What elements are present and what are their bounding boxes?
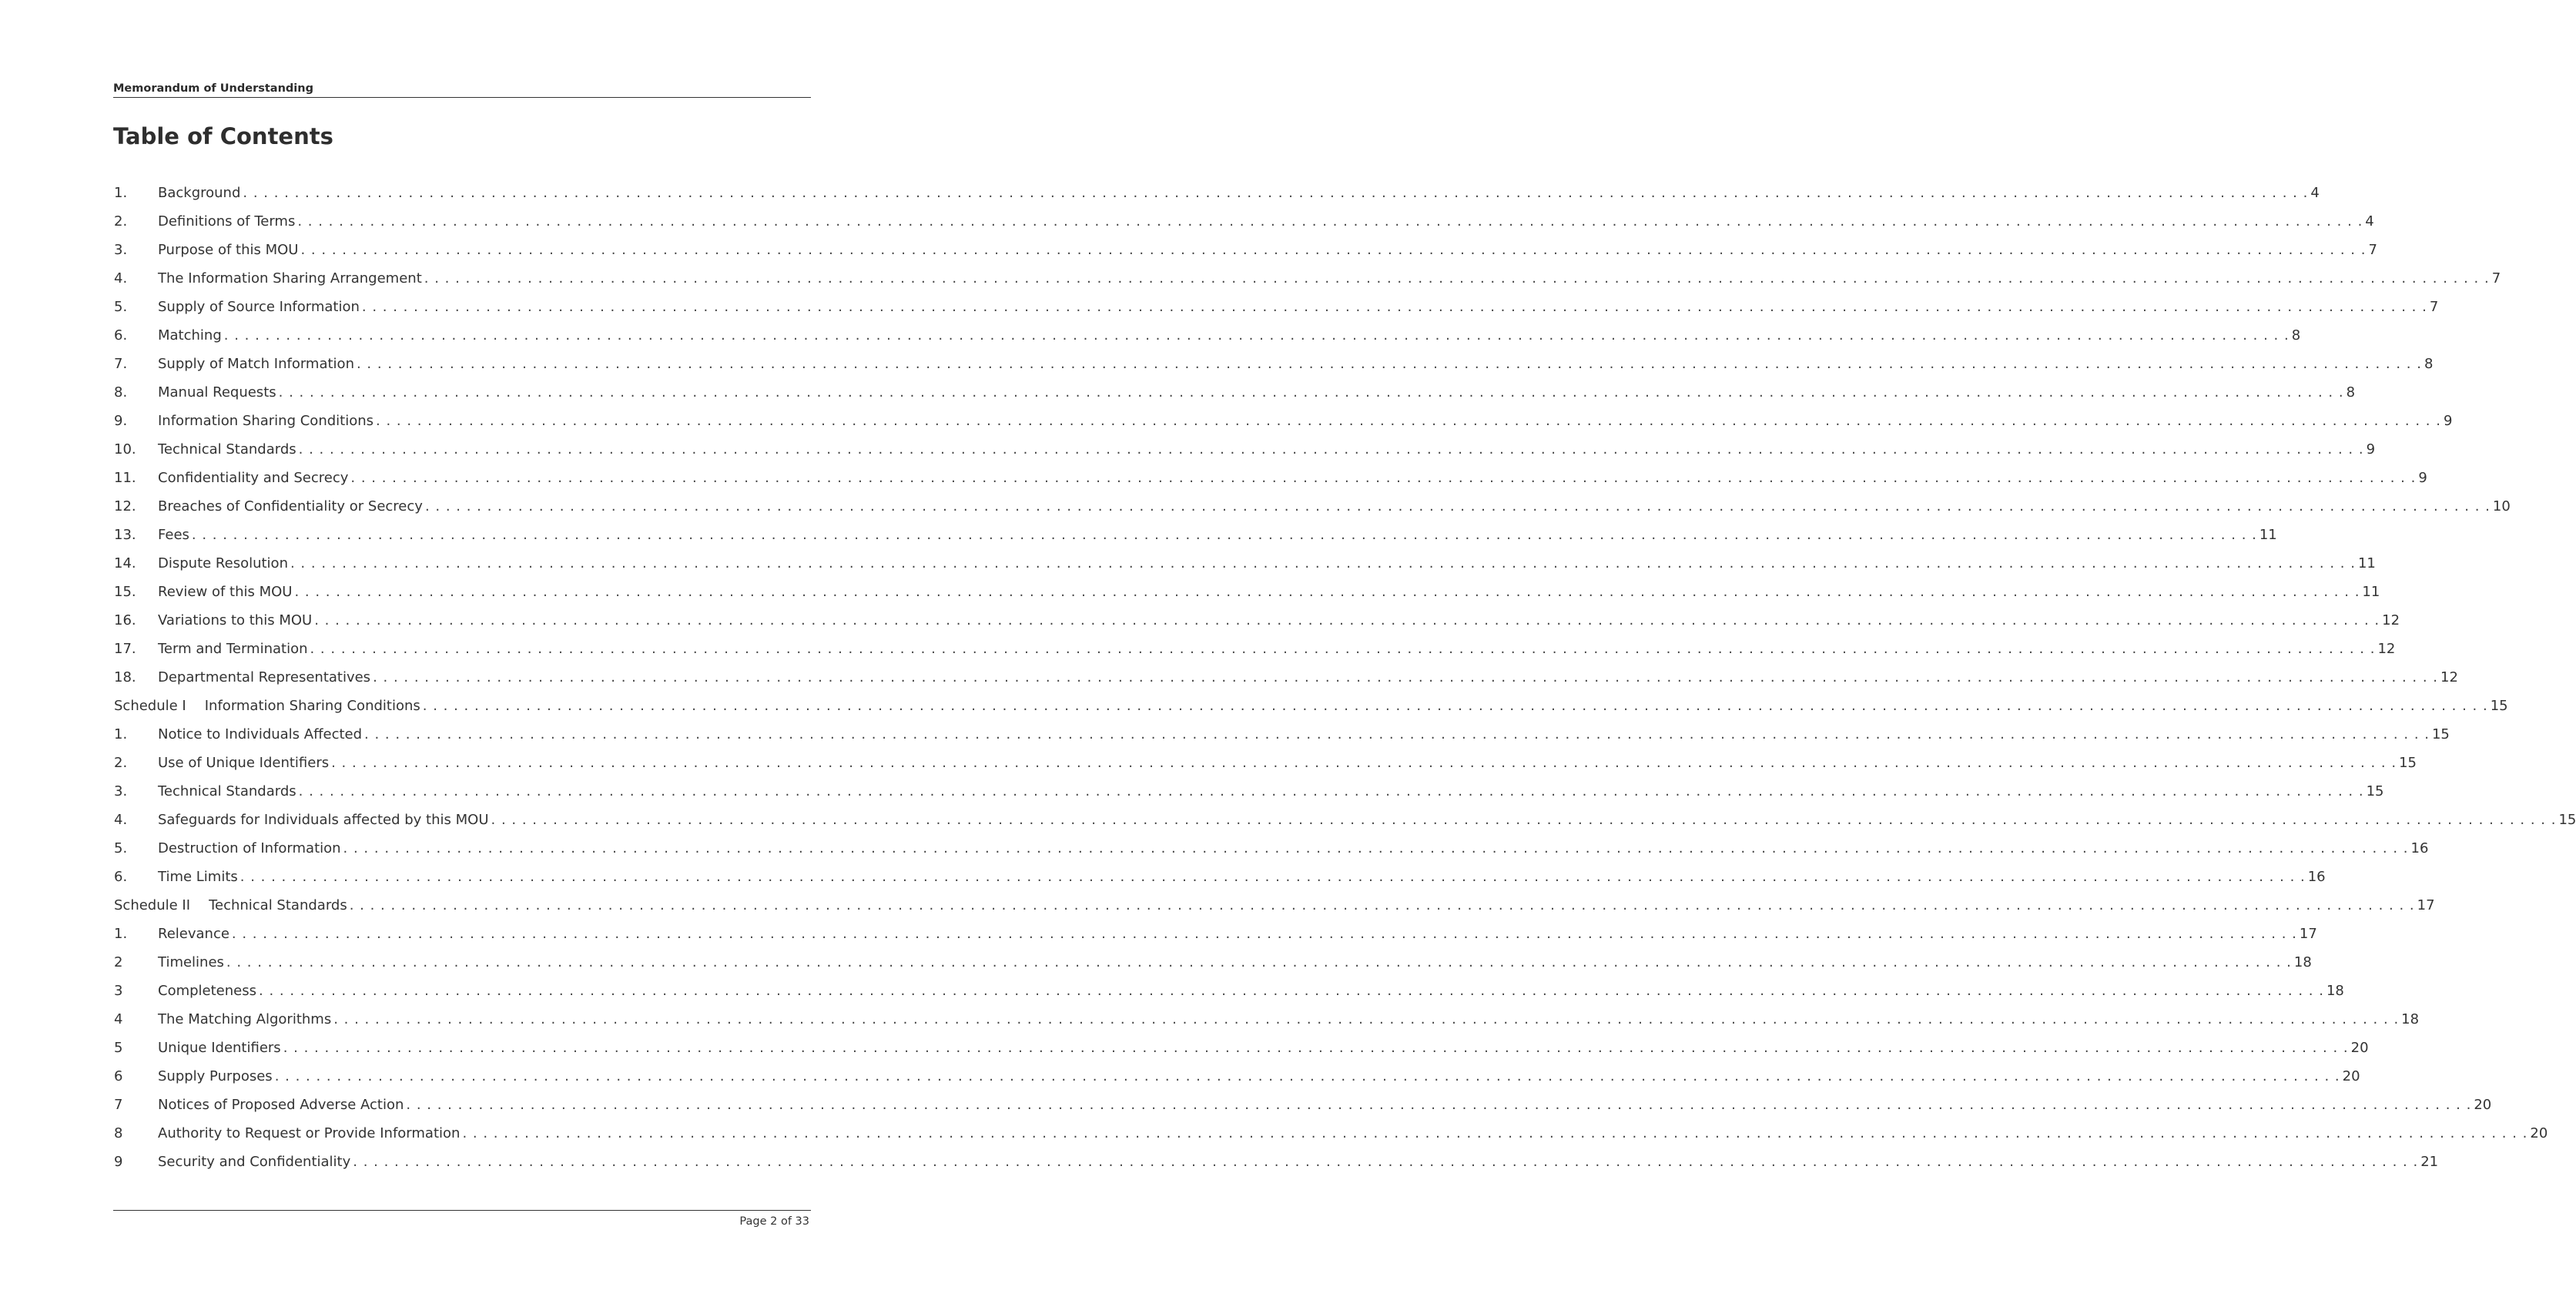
- toc-entry-page: 4: [2365, 213, 2374, 230]
- toc-entry[interactable]: [114, 983, 2344, 1011]
- toc-entry[interactable]: [114, 270, 2501, 299]
- document-header: [113, 80, 811, 98]
- toc-entry-title: Security and Confidentiality: [158, 1154, 351, 1170]
- toc-entry-title: Time Limits: [158, 869, 238, 885]
- toc-dot-leader: . . . . . . . . . . . . . . . . . . . . . . . . . . . . . . . . . . . . . . . . . . . . . . . . . . . . . . . . . . . . . . . . . . . . . . . . . . . . . . . . . . . . . . . . . . . . . . . . . . . . . . . . . . . . . . . . . . . . . . . . . . . . . . . . . . . . . . . . . . . . . . . . . . . . . . . . . . . . . . . . . . . . . . . . . . . . . . . . . . . . . . . . . . . . . . . . . . . . . . . .: [424, 270, 2490, 287]
- toc-dot-leader: . . . . . . . . . . . . . . . . . . . . . . . . . . . . . . . . . . . . . . . . . . . . . . . . . . . . . . . . . . . . . . . . . . . . . . . . . . . . . . . . . . . . . . . . . . . . . . . . . . . . . . . . . . . . . . . . . . . . . . . . . . . . . . . . . . . . . . . . . . . . . . . . . . . . . . . . . . . . . . . . . . . . . . . . . . . . . . . . . . . . . . . . . . . . . . . . . . . . . . . .: [226, 954, 2292, 970]
- toc-entry[interactable]: [114, 641, 2396, 669]
- toc-entry-page: 11: [2259, 527, 2277, 543]
- toc-dot-leader: . . . . . . . . . . . . . . . . . . . . . . . . . . . . . . . . . . . . . . . . . . . . . . . . . . . . . . . . . . . . . . . . . . . . . . . . . . . . . . . . . . . . . . . . . . . . . . . . . . . . . . . . . . . . . . . . . . . . . . . . . . . . . . . . . . . . . . . . . . . . . . . . . . . . . . . . . . . . . . . . . . . . . . . . . . . . . . . . . . . . . . . . . . . . . . . . . . . . . . . .: [298, 783, 2364, 799]
- toc-entry-number: 3: [114, 983, 123, 999]
- toc-entry[interactable]: [114, 441, 2376, 470]
- toc-entry-page: 15: [2490, 698, 2508, 714]
- toc-entry-page: 9: [2443, 413, 2453, 429]
- toc-dot-leader: . . . . . . . . . . . . . . . . . . . . . . . . . . . . . . . . . . . . . . . . . . . . . . . . . . . . . . . . . . . . . . . . . . . . . . . . . . . . . . . . . . . . . . . . . . . . . . . . . . . . . . . . . . . . . . . . . . . . . . . . . . . . . . . . . . . . . . . . . . . . . . . . . . . . . . . . . . . . . . . . . . . . . . . . . . . . . . . . . . . . . . . . . . . . . . . . . . . . . . . .: [283, 1040, 2349, 1056]
- toc-dot-leader: . . . . . . . . . . . . . . . . . . . . . . . . . . . . . . . . . . . . . . . . . . . . . . . . . . . . . . . . . . . . . . . . . . . . . . . . . . . . . . . . . . . . . . . . . . . . . . . . . . . . . . . . . . . . . . . . . . . . . . . . . . . . . . . . . . . . . . . . . . . . . . . . . . . . . . . . . . . . . . . . . . . . . . . . . . . . . . . . . . . . . . . . . . . . . . . . . . . . . . . .: [278, 384, 2344, 400]
- toc-entry-title: Use of Unique Identifiers: [158, 755, 330, 771]
- toc-entry-title: The Matching Algorithms: [158, 1011, 332, 1027]
- toc-schedule-label: Schedule I: [114, 698, 186, 714]
- footer-page-number: Page 2 of 33: [739, 1215, 809, 1228]
- toc-entry-number: 18.: [114, 669, 136, 685]
- toc-entry-title: Definitions of Terms: [158, 213, 296, 230]
- toc-entry-page: 20: [2474, 1097, 2492, 1113]
- toc-dot-leader: . . . . . . . . . . . . . . . . . . . . . . . . . . . . . . . . . . . . . . . . . . . . . . . . . . . . . . . . . . . . . . . . . . . . . . . . . . . . . . . . . . . . . . . . . . . . . . . . . . . . . . . . . . . . . . . . . . . . . . . . . . . . . . . . . . . . . . . . . . . . . . . . . . . . . . . . . . . . . . . . . . . . . . . . . . . . . . . . . . . . . . . . . . . . . . . . . . . . . . . .: [333, 1011, 2400, 1027]
- toc-entry[interactable]: [114, 1097, 2492, 1125]
- toc-dot-leader: . . . . . . . . . . . . . . . . . . . . . . . . . . . . . . . . . . . . . . . . . . . . . . . . . . . . . . . . . . . . . . . . . . . . . . . . . . . . . . . . . . . . . . . . . . . . . . . . . . . . . . . . . . . . . . . . . . . . . . . . . . . . . . . . . . . . . . . . . . . . . . . . . . . . . . . . . . . . . . . . . . . . . . . . . . . . . . . . . . . . . . . . . . . . . . . . . . . . . . . .: [223, 327, 2290, 344]
- toc-entry-page: 11: [2357, 555, 2376, 571]
- toc-entry-page: 7: [2429, 299, 2439, 315]
- toc-entry-number: 8.: [114, 384, 128, 400]
- toc-schedule-label: Schedule II: [114, 897, 191, 913]
- toc-entry-title: Unique Identifiers: [158, 1040, 281, 1056]
- toc-dot-leader: . . . . . . . . . . . . . . . . . . . . . . . . . . . . . . . . . . . . . . . . . . . . . . . . . . . . . . . . . . . . . . . . . . . . . . . . . . . . . . . . . . . . . . . . . . . . . . . . . . . . . . . . . . . . . . . . . . . . . . . . . . . . . . . . . . . . . . . . . . . . . . . . . . . . . . . . . . . . . . . . . . . . . . . . . . . . . . . . . . . . . . . . . . . . . . . . . . . . . . . .: [297, 213, 2363, 230]
- toc-entry[interactable]: [114, 1011, 2420, 1040]
- toc-entry[interactable]: [114, 584, 2380, 612]
- toc-entry-page: 12: [2440, 669, 2458, 685]
- toc-entry-number: 7: [114, 1097, 123, 1113]
- toc-entry-number: 14.: [114, 555, 136, 571]
- toc-schedule-entry[interactable]: [114, 897, 2435, 926]
- toc-dot-leader: . . . . . . . . . . . . . . . . . . . . . . . . . . . . . . . . . . . . . . . . . . . . . . . . . . . . . . . . . . . . . . . . . . . . . . . . . . . . . . . . . . . . . . . . . . . . . . . . . . . . . . . . . . . . . . . . . . . . . . . . . . . . . . . . . . . . . . . . . . . . . . . . . . . . . . . . . . . . . . . . . . . . . . . . . . . . . . . . . . . . . . . . . . . . . . . . . . . . . . . .: [331, 755, 2397, 771]
- toc-entry[interactable]: [114, 185, 2320, 213]
- toc-entry[interactable]: [114, 926, 2317, 954]
- toc-entry-page: 8: [2346, 384, 2356, 400]
- toc-entry-number: 10.: [114, 441, 136, 457]
- toc-schedule-entry[interactable]: [114, 698, 2508, 726]
- toc-dot-leader: . . . . . . . . . . . . . . . . . . . . . . . . . . . . . . . . . . . . . . . . . . . . . . . . . . . . . . . . . . . . . . . . . . . . . . . . . . . . . . . . . . . . . . . . . . . . . . . . . . . . . . . . . . . . . . . . . . . . . . . . . . . . . . . . . . . . . . . . . . . . . . . . . . . . . . . . . . . . . . . . . . . . . . . . . . . . . . . . . . . . . . . . . . . . . . . . . . . . . . . .: [300, 242, 2367, 258]
- toc-entry-page: 16: [2307, 869, 2326, 885]
- toc-entry-number: 5.: [114, 299, 128, 315]
- toc-entry-page: 16: [2410, 840, 2429, 856]
- toc-entry-page: 15: [2431, 726, 2450, 742]
- toc-entry-page: 15: [2366, 783, 2384, 799]
- toc-entry-page: 9: [2418, 470, 2427, 486]
- toc-entry-number: 9: [114, 1154, 123, 1170]
- toc-entry-number: 3.: [114, 242, 128, 258]
- toc-dot-leader: . . . . . . . . . . . . . . . . . . . . . . . . . . . . . . . . . . . . . . . . . . . . . . . . . . . . . . . . . . . . . . . . . . . . . . . . . . . . . . . . . . . . . . . . . . . . . . . . . . . . . . . . . . . . . . . . . . . . . . . . . . . . . . . . . . . . . . . . . . . . . . . . . . . . . . . . . . . . . . . . . . . . . . . . . . . . . . . . . . . . . . . . . . . . . . . . . . . . . . . .: [314, 612, 2380, 628]
- toc-dot-leader: . . . . . . . . . . . . . . . . . . . . . . . . . . . . . . . . . . . . . . . . . . . . . . . . . . . . . . . . . . . . . . . . . . . . . . . . . . . . . . . . . . . . . . . . . . . . . . . . . . . . . . . . . . . . . . . . . . . . . . . . . . . . . . . . . . . . . . . . . . . . . . . . . . . . . . . . . . . . . . . . . . . . . . . . . . . . . . . . . . . . . . . . . . . . . . . . . . . . . . . .: [356, 356, 2422, 372]
- toc-entry-number: 12.: [114, 498, 136, 514]
- toc-entry-title: Confidentiality and Secrecy: [158, 470, 349, 486]
- toc-entry-title: Destruction of Information: [158, 840, 341, 856]
- toc-entry[interactable]: [114, 726, 2450, 755]
- toc-entry-number: 4: [114, 1011, 123, 1027]
- toc-entry-page: 12: [2377, 641, 2396, 657]
- toc-dot-leader: . . . . . . . . . . . . . . . . . . . . . . . . . . . . . . . . . . . . . . . . . . . . . . . . . . . . . . . . . . . . . . . . . . . . . . . . . . . . . . . . . . . . . . . . . . . . . . . . . . . . . . . . . . . . . . . . . . . . . . . . . . . . . . . . . . . . . . . . . . . . . . . . . . . . . . . . . . . . . . . . . . . . . . . . . . . . . . . . . . . . . . . . . . . . . . . . . . . . . . . .: [343, 840, 2409, 856]
- toc-entry-title: Information Sharing Conditions: [158, 413, 374, 429]
- toc-entry-page: 7: [2491, 270, 2501, 287]
- toc-entry[interactable]: [114, 242, 2377, 270]
- toc-entry-number: 17.: [114, 641, 136, 657]
- toc-entry-number: 1.: [114, 185, 128, 201]
- toc-entry[interactable]: [114, 1040, 2369, 1068]
- toc-entry-number: 11.: [114, 470, 136, 486]
- toc-dot-leader: . . . . . . . . . . . . . . . . . . . . . . . . . . . . . . . . . . . . . . . . . . . . . . . . . . . . . . . . . . . . . . . . . . . . . . . . . . . . . . . . . . . . . . . . . . . . . . . . . . . . . . . . . . . . . . . . . . . . . . . . . . . . . . . . . . . . . . . . . . . . . . . . . . . . . . . . . . . . . . . . . . . . . . . . . . . . . . . . . . . . . . . . . . . . . . . . . . . . . . . .: [259, 983, 2324, 999]
- toc-entry-number: 2.: [114, 755, 128, 771]
- document-header-title: Memorandum of Understanding: [113, 82, 313, 95]
- toc-entry[interactable]: [114, 527, 2277, 555]
- toc-entry-title: Technical Standards: [158, 441, 296, 457]
- toc-dot-leader: . . . . . . . . . . . . . . . . . . . . . . . . . . . . . . . . . . . . . . . . . . . . . . . . . . . . . . . . . . . . . . . . . . . . . . . . . . . . . . . . . . . . . . . . . . . . . . . . . . . . . . . . . . . . . . . . . . . . . . . . . . . . . . . . . . . . . . . . . . . . . . . . . . . . . . . . . . . . . . . . . . . . . . . . . . . . . . . . . . . . . . . . . . . . . . . . . . . . . . . .: [373, 669, 2439, 685]
- toc-entry-page: 17: [2417, 897, 2435, 913]
- toc-dot-leader: . . . . . . . . . . . . . . . . . . . . . . . . . . . . . . . . . . . . . . . . . . . . . . . . . . . . . . . . . . . . . . . . . . . . . . . . . . . . . . . . . . . . . . . . . . . . . . . . . . . . . . . . . . . . . . . . . . . . . . . . . . . . . . . . . . . . . . . . . . . . . . . . . . . . . . . . . . . . . . . . . . . . . . . . . . . . . . . . . . . . . . . . . . . . . . . . . . . . . . . .: [349, 897, 2415, 913]
- toc-dot-leader: . . . . . . . . . . . . . . . . . . . . . . . . . . . . . . . . . . . . . . . . . . . . . . . . . . . . . . . . . . . . . . . . . . . . . . . . . . . . . . . . . . . . . . . . . . . . . . . . . . . . . . . . . . . . . . . . . . . . . . . . . . . . . . . . . . . . . . . . . . . . . . . . . . . . . . . . . . . . . . . . . . . . . . . . . . . . . . . . . . . . . . . . . . . . . . . . . . . . . . . .: [350, 470, 2417, 486]
- toc-entry-title: Technical Standards: [209, 897, 347, 913]
- toc-dot-leader: . . . . . . . . . . . . . . . . . . . . . . . . . . . . . . . . . . . . . . . . . . . . . . . . . . . . . . . . . . . . . . . . . . . . . . . . . . . . . . . . . . . . . . . . . . . . . . . . . . . . . . . . . . . . . . . . . . . . . . . . . . . . . . . . . . . . . . . . . . . . . . . . . . . . . . . . . . . . . . . . . . . . . . . . . . . . . . . . . . . . . . . . . . . . . . . . . . . . . . . .: [422, 698, 2488, 714]
- toc-entry[interactable]: [114, 413, 2453, 441]
- toc-dot-leader: . . . . . . . . . . . . . . . . . . . . . . . . . . . . . . . . . . . . . . . . . . . . . . . . . . . . . . . . . . . . . . . . . . . . . . . . . . . . . . . . . . . . . . . . . . . . . . . . . . . . . . . . . . . . . . . . . . . . . . . . . . . . . . . . . . . . . . . . . . . . . . . . . . . . . . . . . . . . . . . . . . . . . . . . . . . . . . . . . . . . . . . . . . . . . . . . . . . . . . . .: [310, 641, 2376, 657]
- table-of-contents: [114, 185, 2576, 1182]
- toc-entry[interactable]: [114, 1154, 2439, 1182]
- toc-entry-title: Notice to Individuals Affected: [158, 726, 363, 742]
- toc-entry-title: Supply Purposes: [158, 1068, 273, 1084]
- toc-entry-number: 5: [114, 1040, 123, 1056]
- toc-entry-title: Review of this MOU: [158, 584, 293, 600]
- toc-entry-title: Timelines: [158, 954, 224, 970]
- toc-entry-title: Completeness: [158, 983, 256, 999]
- toc-dot-leader: . . . . . . . . . . . . . . . . . . . . . . . . . . . . . . . . . . . . . . . . . . . . . . . . . . . . . . . . . . . . . . . . . . . . . . . . . . . . . . . . . . . . . . . . . . . . . . . . . . . . . . . . . . . . . . . . . . . . . . . . . . . . . . . . . . . . . . . . . . . . . . . . . . . . . . . . . . . . . . . . . . . . . . . . . . . . . . . . . . . . . . . . . . . . . . . . . . . . . . . .: [353, 1154, 2419, 1170]
- toc-entry-title: Matching: [158, 327, 222, 344]
- toc-dot-leader: . . . . . . . . . . . . . . . . . . . . . . . . . . . . . . . . . . . . . . . . . . . . . . . . . . . . . . . . . . . . . . . . . . . . . . . . . . . . . . . . . . . . . . . . . . . . . . . . . . . . . . . . . . . . . . . . . . . . . . . . . . . . . . . . . . . . . . . . . . . . . . . . . . . . . . . . . . . . . . . . . . . . . . . . . . . . . . . . . . . . . . . . . . . . . . . . . . . . . . . .: [240, 869, 2306, 885]
- toc-entry-title: Information Sharing Conditions: [204, 698, 420, 714]
- toc-entry-number: 4.: [114, 812, 128, 828]
- toc-entry[interactable]: [114, 384, 2356, 413]
- toc-entry[interactable]: [114, 869, 2326, 897]
- toc-entry-page: 18: [2401, 1011, 2420, 1027]
- toc-entry-title: Relevance: [158, 926, 229, 942]
- toc-dot-leader: . . . . . . . . . . . . . . . . . . . . . . . . . . . . . . . . . . . . . . . . . . . . . . . . . . . . . . . . . . . . . . . . . . . . . . . . . . . . . . . . . . . . . . . . . . . . . . . . . . . . . . . . . . . . . . . . . . . . . . . . . . . . . . . . . . . . . . . . . . . . . . . . . . . . . . . . . . . . . . . . . . . . . . . . . . . . . . . . . . . . . . . . . . . . . . . . . . . . . . . .: [274, 1068, 2340, 1084]
- toc-dot-leader: . . . . . . . . . . . . . . . . . . . . . . . . . . . . . . . . . . . . . . . . . . . . . . . . . . . . . . . . . . . . . . . . . . . . . . . . . . . . . . . . . . . . . . . . . . . . . . . . . . . . . . . . . . . . . . . . . . . . . . . . . . . . . . . . . . . . . . . . . . . . . . . . . . . . . . . . . . . . . . . . . . . . . . . . . . . . . . . . . . . . . . . . . . . . . . . . . . . . . . . .: [462, 1125, 2528, 1141]
- toc-dot-leader: . . . . . . . . . . . . . . . . . . . . . . . . . . . . . . . . . . . . . . . . . . . . . . . . . . . . . . . . . . . . . . . . . . . . . . . . . . . . . . . . . . . . . . . . . . . . . . . . . . . . . . . . . . . . . . . . . . . . . . . . . . . . . . . . . . . . . . . . . . . . . . . . . . . . . . . . . . . . . . . . . . . . . . . . . . . . . . . . . . . . . . . . . . . . . . . . . . . . . . . .: [376, 413, 2441, 429]
- toc-entry-number: 6: [114, 1068, 123, 1084]
- toc-entry[interactable]: [114, 840, 2429, 869]
- toc-entry[interactable]: [114, 612, 2400, 641]
- toc-entry-number: 7.: [114, 356, 128, 372]
- page-title: Table of Contents: [113, 123, 333, 149]
- toc-entry-title: Authority to Request or Provide Information: [158, 1125, 461, 1141]
- toc-entry[interactable]: [114, 1125, 2548, 1154]
- toc-entry[interactable]: [114, 213, 2374, 242]
- toc-entry-page: 20: [2530, 1125, 2548, 1141]
- toc-entry-number: 3.: [114, 783, 128, 799]
- toc-entry-title: Purpose of this MOU: [158, 242, 299, 258]
- toc-entry-number: 8: [114, 1125, 123, 1141]
- toc-dot-leader: . . . . . . . . . . . . . . . . . . . . . . . . . . . . . . . . . . . . . . . . . . . . . . . . . . . . . . . . . . . . . . . . . . . . . . . . . . . . . . . . . . . . . . . . . . . . . . . . . . . . . . . . . . . . . . . . . . . . . . . . . . . . . . . . . . . . . . . . . . . . . . . . . . . . . . . . . . . . . . . . . . . . . . . . . . . . . . . . . . . . . . . . . . . . . . . . . . . . . . . .: [491, 812, 2557, 828]
- toc-entry-title: Supply of Source Information: [158, 299, 360, 315]
- toc-entry[interactable]: [114, 812, 2576, 840]
- toc-entry-number: 4.: [114, 270, 128, 287]
- toc-dot-leader: . . . . . . . . . . . . . . . . . . . . . . . . . . . . . . . . . . . . . . . . . . . . . . . . . . . . . . . . . . . . . . . . . . . . . . . . . . . . . . . . . . . . . . . . . . . . . . . . . . . . . . . . . . . . . . . . . . . . . . . . . . . . . . . . . . . . . . . . . . . . . . . . . . . . . . . . . . . . . . . . . . . . . . . . . . . . . . . . . . . . . . . . . . . . . . . . . . . . . . . .: [406, 1097, 2472, 1113]
- toc-entry-number: 5.: [114, 840, 128, 856]
- toc-dot-leader: . . . . . . . . . . . . . . . . . . . . . . . . . . . . . . . . . . . . . . . . . . . . . . . . . . . . . . . . . . . . . . . . . . . . . . . . . . . . . . . . . . . . . . . . . . . . . . . . . . . . . . . . . . . . . . . . . . . . . . . . . . . . . . . . . . . . . . . . . . . . . . . . . . . . . . . . . . . . . . . . . . . . . . . . . . . . . . . . . . . . . . . . . . . . . . . . . . . . . . . .: [290, 555, 2356, 571]
- toc-entry-page: 20: [2342, 1068, 2360, 1084]
- toc-entry-number: 2.: [114, 213, 128, 230]
- toc-entry-number: 15.: [114, 584, 136, 600]
- toc-entry-title: Technical Standards: [158, 783, 296, 799]
- toc-entry[interactable]: [114, 1068, 2360, 1097]
- toc-entry[interactable]: [114, 555, 2376, 584]
- toc-entry-title: Supply of Match Information: [158, 356, 354, 372]
- toc-entry-page: 17: [2299, 926, 2317, 942]
- toc-entry-title: Notices of Proposed Adverse Action: [158, 1097, 404, 1113]
- toc-entry-title: Variations to this MOU: [158, 612, 313, 628]
- toc-entry[interactable]: [114, 470, 2427, 498]
- toc-entry-page: 12: [2382, 612, 2400, 628]
- toc-entry-number: 1.: [114, 726, 128, 742]
- toc-entry-number: 13.: [114, 527, 136, 543]
- toc-entry-page: 7: [2368, 242, 2377, 258]
- toc-entry-page: 8: [2291, 327, 2301, 344]
- toc-entry-page: 4: [2310, 185, 2320, 201]
- toc-entry-page: 21: [2420, 1154, 2439, 1170]
- toc-entry[interactable]: [114, 356, 2434, 384]
- toc-dot-leader: . . . . . . . . . . . . . . . . . . . . . . . . . . . . . . . . . . . . . . . . . . . . . . . . . . . . . . . . . . . . . . . . . . . . . . . . . . . . . . . . . . . . . . . . . . . . . . . . . . . . . . . . . . . . . . . . . . . . . . . . . . . . . . . . . . . . . . . . . . . . . . . . . . . . . . . . . . . . . . . . . . . . . . . . . . . . . . . . . . . . . . . . . . . . . . . . . . . . . . . .: [191, 527, 2257, 543]
- toc-entry-page: 9: [2366, 441, 2376, 457]
- toc-entry[interactable]: [114, 755, 2417, 783]
- toc-entry-page: 18: [2326, 983, 2344, 999]
- toc-dot-leader: . . . . . . . . . . . . . . . . . . . . . . . . . . . . . . . . . . . . . . . . . . . . . . . . . . . . . . . . . . . . . . . . . . . . . . . . . . . . . . . . . . . . . . . . . . . . . . . . . . . . . . . . . . . . . . . . . . . . . . . . . . . . . . . . . . . . . . . . . . . . . . . . . . . . . . . . . . . . . . . . . . . . . . . . . . . . . . . . . . . . . . . . . . . . . . . . . . . . . . . .: [294, 584, 2360, 600]
- toc-entry[interactable]: [114, 327, 2301, 356]
- toc-entry-number: 2: [114, 954, 123, 970]
- toc-entry-number: 6.: [114, 327, 128, 344]
- toc-entry-title: Term and Termination: [158, 641, 308, 657]
- toc-dot-leader: . . . . . . . . . . . . . . . . . . . . . . . . . . . . . . . . . . . . . . . . . . . . . . . . . . . . . . . . . . . . . . . . . . . . . . . . . . . . . . . . . . . . . . . . . . . . . . . . . . . . . . . . . . . . . . . . . . . . . . . . . . . . . . . . . . . . . . . . . . . . . . . . . . . . . . . . . . . . . . . . . . . . . . . . . . . . . . . . . . . . . . . . . . . . . . . . . . . . . . . .: [298, 441, 2364, 457]
- toc-entry-title: Background: [158, 185, 241, 201]
- toc-entry-title: Fees: [158, 527, 189, 543]
- toc-entry-number: 1.: [114, 926, 128, 942]
- toc-entry-title: Breaches of Confidentiality or Secrecy: [158, 498, 423, 514]
- toc-entry-title: Manual Requests: [158, 384, 276, 400]
- toc-entry-title: The Information Sharing Arrangement: [158, 270, 422, 287]
- toc-entry-number: 16.: [114, 612, 136, 628]
- toc-entry[interactable]: [114, 498, 2511, 527]
- toc-entry[interactable]: [114, 669, 2458, 698]
- footer-rule: [113, 1210, 811, 1211]
- toc-entry-page: 11: [2362, 584, 2380, 600]
- toc-entry[interactable]: [114, 299, 2439, 327]
- toc-entry[interactable]: [114, 783, 2384, 812]
- toc-entry-page: 10: [2492, 498, 2511, 514]
- toc-dot-leader: . . . . . . . . . . . . . . . . . . . . . . . . . . . . . . . . . . . . . . . . . . . . . . . . . . . . . . . . . . . . . . . . . . . . . . . . . . . . . . . . . . . . . . . . . . . . . . . . . . . . . . . . . . . . . . . . . . . . . . . . . . . . . . . . . . . . . . . . . . . . . . . . . . . . . . . . . . . . . . . . . . . . . . . . . . . . . . . . . . . . . . . . . . . . . . . . . . . . . . . .: [361, 299, 2427, 315]
- toc-dot-leader: . . . . . . . . . . . . . . . . . . . . . . . . . . . . . . . . . . . . . . . . . . . . . . . . . . . . . . . . . . . . . . . . . . . . . . . . . . . . . . . . . . . . . . . . . . . . . . . . . . . . . . . . . . . . . . . . . . . . . . . . . . . . . . . . . . . . . . . . . . . . . . . . . . . . . . . . . . . . . . . . . . . . . . . . . . . . . . . . . . . . . . . . . . . . . . . . . . . . . . . .: [364, 726, 2430, 742]
- toc-entry-title: Dispute Resolution: [158, 555, 288, 571]
- toc-entry-number: 6.: [114, 869, 128, 885]
- toc-entry-title: Safeguards for Individuals affected by this MOU: [158, 812, 489, 828]
- toc-dot-leader: . . . . . . . . . . . . . . . . . . . . . . . . . . . . . . . . . . . . . . . . . . . . . . . . . . . . . . . . . . . . . . . . . . . . . . . . . . . . . . . . . . . . . . . . . . . . . . . . . . . . . . . . . . . . . . . . . . . . . . . . . . . . . . . . . . . . . . . . . . . . . . . . . . . . . . . . . . . . . . . . . . . . . . . . . . . . . . . . . . . . . . . . . . . . . . . . . . . . . . . .: [243, 185, 2309, 201]
- toc-entry-number: 9.: [114, 413, 128, 429]
- toc-entry-page: 8: [2424, 356, 2434, 372]
- toc-entry-page: 15: [2399, 755, 2417, 771]
- toc-entry-page: 15: [2558, 812, 2576, 828]
- toc-entry[interactable]: [114, 954, 2312, 983]
- toc-entry-page: 20: [2350, 1040, 2369, 1056]
- toc-entry-page: 18: [2293, 954, 2312, 970]
- toc-entry-title: Departmental Representatives: [158, 669, 371, 685]
- toc-dot-leader: . . . . . . . . . . . . . . . . . . . . . . . . . . . . . . . . . . . . . . . . . . . . . . . . . . . . . . . . . . . . . . . . . . . . . . . . . . . . . . . . . . . . . . . . . . . . . . . . . . . . . . . . . . . . . . . . . . . . . . . . . . . . . . . . . . . . . . . . . . . . . . . . . . . . . . . . . . . . . . . . . . . . . . . . . . . . . . . . . . . . . . . . . . . . . . . . . . . . . . . .: [231, 926, 2297, 942]
- toc-dot-leader: . . . . . . . . . . . . . . . . . . . . . . . . . . . . . . . . . . . . . . . . . . . . . . . . . . . . . . . . . . . . . . . . . . . . . . . . . . . . . . . . . . . . . . . . . . . . . . . . . . . . . . . . . . . . . . . . . . . . . . . . . . . . . . . . . . . . . . . . . . . . . . . . . . . . . . . . . . . . . . . . . . . . . . . . . . . . . . . . . . . . . . . . . . . . . . . . . . . . . . . .: [424, 498, 2491, 514]
